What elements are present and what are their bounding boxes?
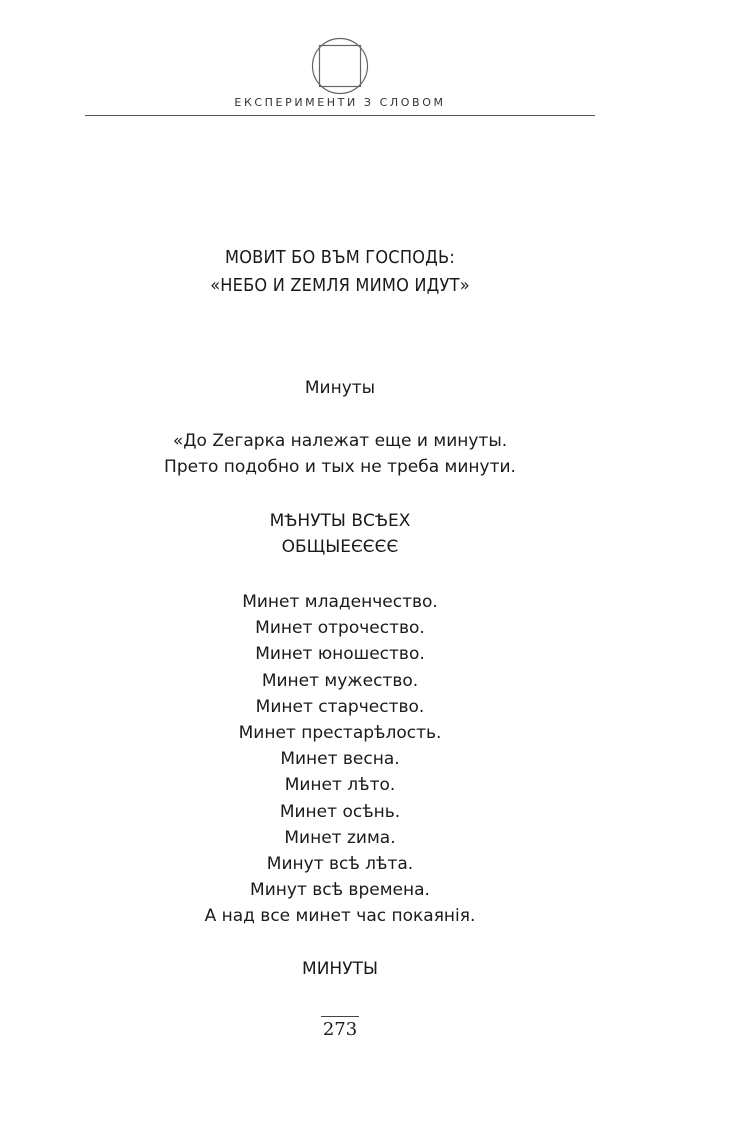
quote-line: «До Zегарка належат еще и минуты. [172,431,508,451]
running-head-title: ЕКСПЕРИМЕНТИ З СЛОВОМ [234,96,446,109]
page-number-value: 273 [321,1016,359,1041]
title-line: МОВИТ БО ВЪМ ГОСПОДЬ: [225,247,455,268]
verse-block [85,589,595,930]
poem-title [85,244,595,300]
circle-square-emblem-icon [311,37,369,95]
page-number [85,1016,595,1041]
verse-line: Минет младенчество. [242,592,438,612]
verse-line: Минут всѣ времена. [250,880,430,901]
caps-line: ОБЩЫЕЄЄЄЄ [281,537,399,557]
verse-line: Минет лѣто. [284,775,396,796]
closing-word: МИНУТЫ [302,959,378,979]
verse-line: Минет осѣнь. [279,801,401,822]
verse-line: Минет весна. [280,749,400,770]
verse-line: Минет zима. [284,827,396,848]
verse-line: Минут всѣ лѣта. [266,854,414,875]
verse-line: А над все минет час покаянія. [204,906,476,927]
header-rule [85,115,595,116]
verse-line: Минет престарѣлость. [238,723,442,744]
title-line: «НЕБО И ZЕМЛЯ МИМО ИДУТ» [210,275,470,296]
quote-block [85,428,595,480]
verse-line: Минет отрочество. [255,618,425,639]
verse-line: Минет мужество. [261,670,419,691]
quote-line: Прето подобно и тых не треба минути. [164,457,516,477]
verse-line: Минет старчество. [255,696,425,717]
poem-subheading: Минуты [304,378,376,398]
caps-line: МѢНУТЫ ВСѢЕХ [269,511,411,531]
verse-line: Минет юношество. [255,644,425,665]
caps-block [85,508,595,560]
